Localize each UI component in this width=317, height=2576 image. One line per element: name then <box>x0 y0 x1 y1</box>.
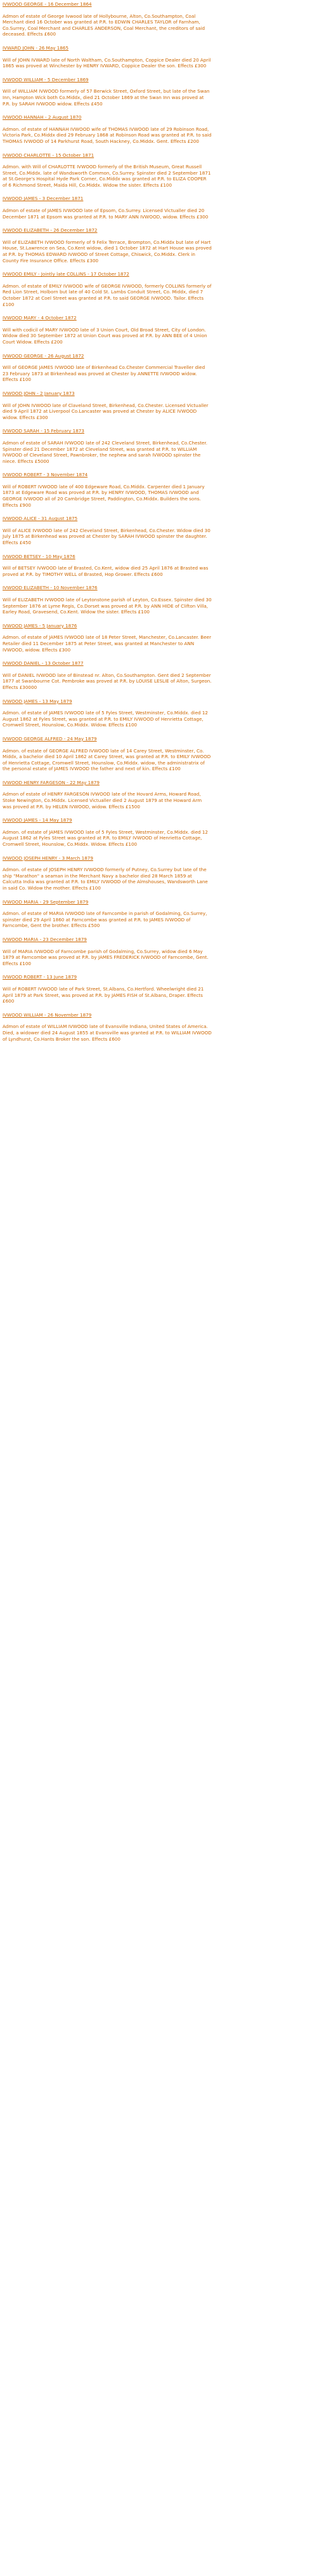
record-text: Admon. with Will of CHARLOTTE IVWOOD formerly of the British Museum, Great Russell Street, Co.Middx. late of Wandsworth Common, Co.Surrey. Spinster died 2 September 1871 at St.George's Hospital Hyde Park Corner, Co.Middx was granted at P.R. to ELIZA COOPER of 6 Richmond Street, Maida Hill, Co.Middx. Widow the sister. Effects £100 <box>3 164 211 188</box>
record-list <box>0 0 214 1042</box>
record-title: IVWOOD JOHN - 2 January 1873 <box>3 390 75 396</box>
record-text: Will of ALICE IVWOOD late of 242 Cleveland Street, Birkenhead, Co.Chester. Widow died 30 July 1875 at Birkenhead was proved at Chester by SARAH IVWOOD spinster the daughter. Effects £450 <box>3 527 210 546</box>
record-text: Will of JOHN IVWARD late of North Waltham, Co.Southampton, Coppice Dealer died 20 April 1865 was proved at Winchester by HENRY IVWARD, Coppice Dealer the son. Effects £300 <box>3 57 211 69</box>
record-title: IVWOOD EMILY - Jointly late COLLINS - 17 October 1872 <box>3 271 129 277</box>
record-entry <box>3 698 212 728</box>
record-entry <box>3 152 212 189</box>
record-entry <box>3 472 212 508</box>
record-entry <box>3 974 212 1004</box>
record-title: IVWOOD DANIEL - 13 October 1877 <box>3 660 84 667</box>
record-text: Will of ROBERT IVWOOD late of 400 Edgeware Road, Co.Middx. Carpenter died 1 January 1873 at Edgeware Road was proved at P.R. by HENRY IVWOOD, THOMAS IVWOOD and GEORGE IVWOOD all of 20 Cambridge Street, Paddington, Co.Middx. Builders the sons. Effects £900 <box>3 483 205 508</box>
record-title: IVWOOD ALICE - 31 August 1875 <box>3 516 78 522</box>
record-title: IVWOOD JOSEPH HENRY - 3 March 1879 <box>3 855 93 861</box>
record-entry <box>3 660 212 690</box>
record-entry <box>3 77 212 107</box>
record-title: IVWOOD SARAH - 15 February 1873 <box>3 428 84 434</box>
record-entry <box>3 736 212 772</box>
record-text: Admon of estate of HENRY FARGESON IVWOOD late of the Hovard Arms, Howard Road, Stoke Newington, Co.Middx. Licensed Victualler died 2 August 1879 at the Howard Arm was proved at P.R. by HELEN IVWOOD, widow. Effects £1500 <box>3 791 202 810</box>
record-title: IVWOOD WILLIAM - 5 December 1869 <box>3 76 89 83</box>
record-text: Admon. of estate of HANNAH IVWOOD wife of THOMAS IVWOOD late of 29 Robinson Road, Victoria Park, Co.Middx died 29 February 1868 at Robinson Road was granted at P.R. to said THOMAS IVWOOD of 14 Parkhurst Road, South Hackney, Co.Middx. Gent. Effects £200 <box>3 126 212 144</box>
record-text: Will of BETSEY IVWOOD late of Brasted, Co.Kent, widow died 25 April 1876 at Brasted was proved at P.R. by TIMOTHY WELL of Brasted, Hop Grower. Effects £600 <box>3 565 209 577</box>
record-entry <box>3 271 212 307</box>
record-entry <box>3 315 212 345</box>
record-text: Will of DANIEL IVWOOD late of Binstead nr. Alton, Co.Southampton. Gent died 2 September 1877 at Swanbourne Cot. Pembroke was proved at P.R. by LOUISE LESLIE of Alton, Surgeon. Effects £30000 <box>3 672 212 690</box>
record-text: Admon. of estate of EMILY IVWOOD wife of GEORGE IVWOOD, formerly COLLINS formerly of Red Lion Street, Holborn but late of 40 Cold St. Lambs Conduit Street, Co. Middx, died 7 October 1872 at Coel Street was granted at P.R. to said GEORGE IVWOOD. Tailor. Effects £100 <box>3 283 212 307</box>
record-entry <box>3 227 212 264</box>
record-title: IVWOOD ROBERT - 13 June 1879 <box>3 974 77 980</box>
record-title: IVWOOD JAMES - 13 May 1879 <box>3 698 72 704</box>
record-title: IVWOOD MARIA - 29 September 1879 <box>3 898 89 905</box>
record-text: Admon. of estate of MARIA IVWOOD late of Farncombe in parish of Godalming, Co.Surrey, spinster died 29 April 1860 at Farncombe was granted at P.R. to JAMES IVWOOD of Farncombe, Gent the brother. Effects £500 <box>3 911 207 929</box>
record-entry <box>3 1012 212 1042</box>
record-text: Admon. of estate of JAMES IVWOOD late of 5 Fyles Street, Westminster, Co.Middx. died 12 August 1862 at Fyles Street, was granted at P.R. to EMILY IVWOOD of Henrietta Cottage, Cromwell Street, Hounslow, Co.Middx. Widow. Effects £100 <box>3 710 208 728</box>
record-text: Will with codicil of MARY IVWOOD late of 3 Union Court, Old Broad Street, City of London. Widow died 30 September 1872 at Union Court was proved at P.R. by ANN BEE of 4 Union Court Widow. Effects £200 <box>3 326 207 345</box>
record-text: Will of ROBERT IVWOOD late of Park Street, St.Albans, Co.Hertford. Wheelwright died 21 April 1879 at Park Street, was proved at P.R. by JAMES FISH of St.Albans, Draper. Effects £600 <box>3 985 204 1004</box>
record-entry <box>3 428 212 464</box>
record-text: Will of GEORGE JAMES IVWOOD late of Birkenhead Co.Chester Commercial Traveller died 23 February 1873 at Birkenhead was proved at Chester by ANNETTE IVWOOD widow. Effects £100 <box>3 364 205 383</box>
record-title: IVWOOD ROBERT - 3 November 1874 <box>3 472 88 478</box>
record-title: IVWOOD WILLIAM - 26 November 1879 <box>3 1011 92 1018</box>
record-title: IVWOOD ELIZABETH - 26 December 1872 <box>3 227 98 234</box>
record-entry <box>3 390 212 420</box>
record-entry <box>3 585 212 615</box>
record-title: IVWOOD JAMES - 14 May 1879 <box>3 817 72 824</box>
record-entry <box>3 937 212 966</box>
record-entry <box>3 1 212 37</box>
record-title: IVWOOD JAMES - 3 December 1871 <box>3 196 84 202</box>
record-text: Will of JOHN IVWOOD late of Claveland Street, Birkenhead, Co.Chester. Licensed Victualler died 9 April 1872 at Liverpool Co.Lancaster was proved at Chester by ALICE IVWOOD widow. Effects £300 <box>3 402 209 420</box>
record-entry <box>3 196 212 220</box>
record-text: Admon. of estate of GEORGE ALFRED IVWOOD late of 14 Carey Street, Westminster, Co. Middx, a bachelor died 10 April 1862 at Carey Street, was granted at P.R. to EMILY IVWOOD of Henrietta Cottage, Cromwell Street, Hounslow, Co.Middx. widow, the administratrix of the personal estate of JAMES IVWOOD the father and next of kin. Effects £100 <box>3 747 211 772</box>
record-text: Admon of estate of SARAH IVWOOD late of 242 Cleveland Street, Birkenhead, Co.Chester. Spinster died 21 December 1872 at Cleveland Street, was granted at P.R. to WILLIAM IVWOOD of Cleveland Street, Pawnbroker, the nephew and sarah IVWOOD spinster the niece. Effects £5000 <box>3 439 208 464</box>
record-entry <box>3 780 212 810</box>
record-title: IVWOOD GEORGE ALFRED - 24 May 1879 <box>3 735 97 742</box>
record-title: IVWOOD HANNAH - 2 August 1870 <box>3 114 82 121</box>
record-entry <box>3 45 212 69</box>
record-text: Will of WILLIAM IVWOOD formerly of 57 Berwick Street, Oxford Street, but late of the Swan Inn, Hampton Wick both Co.Middx, died 21 October 1869 at the Swan Inn was proved at P.R. by SARAH IVWOOD widow. Effects £450 <box>3 88 210 107</box>
record-text: Will of ELIZABETH IVWOOD formerly of 9 Felix Terrace, Brompton, Co.Middx but late of Hart House, St.Lawrence on Sea, Co.Kent widow, died 1 October 1872 at Hart House was proved at P.R. by THOMAS EDWARD IVWOOD of Street Cottage, Chiswick, Co.Middx. Clerk in County Fire Insurance Office. Effects £300 <box>3 239 212 264</box>
record-entry <box>3 623 212 653</box>
record-entry <box>3 899 212 929</box>
record-title: IVWOOD HENRY FARGESON - 22 May 1879 <box>3 779 100 785</box>
record-text: Admon of estate of JAMES IVWOOD late of Epsom, Co.Surrey. Licensed Victualler died 20 December 1871 at Epsom was granted at P.R. to MARY ANN IVWOOD, widow. Effects £300 <box>3 208 209 220</box>
record-title: IVWOOD MARY - 4 October 1872 <box>3 315 77 321</box>
record-title: IVWOOD CHARLOTTE - 15 October 1871 <box>3 152 94 158</box>
record-text: Will of ELIZABETH IVWOOD late of Leytonstone parish of Leyton, Co.Essex. Spinster died 30 September 1876 at Lyme Regis, Co.Dorset was proved at P.R. by ANN HIDE of Clifton Villa, Earley Road, Gravesend, Co.Kent. Widow the sister. Effects £100 <box>3 597 212 615</box>
record-title: IVWOOD MARIA - 23 December 1879 <box>3 936 87 942</box>
record-text: Admon. of estate of JAMES IVWOOD late of 5 Fyles Street, Westminster, Co.Middx. died 12 August 1862 at Fyles Street was granted at P.R. to EMILY IVWOOD of Henrietta Cottage, Cromwell Street, Hounslow, Co.Middx. Widow. Effects £100 <box>3 829 208 848</box>
record-entry <box>3 516 212 545</box>
record-entry <box>3 114 212 144</box>
record-text: Admon of estate of George Ivwood late of Hollybourne, Alton, Co.Southampton, Coal Merchant died 16 October was granted at P.R. to EDWIN CHARLES TAYLOR of Farnham, Co.Surrey, Coal Merchant and CHARLES ANDERSON, Coal Merchant, the creditors of said deceased. Effects £600 <box>3 13 205 37</box>
record-entry <box>3 353 212 383</box>
record-text: Admon. of estate of JAMES IVWOOD late of 18 Peter Street, Manchester, Co.Lancaster. Beer Retailer died 11 December 1875 at Peter Street, was granted at Manchester to ANN IVWOOD, widow. Effects £300 <box>3 634 212 653</box>
record-entry <box>3 817 212 847</box>
record-text: Admon. of estate of JOSEPH HENRY IVWOOD formerly of Putney, Co.Surrey but late of the ship "Marathon" a seaman in the Merchant Navy a bachelor died 28 March 1859 at Calcutta India was granted at P.R. to EMILY IVWOOD of the Almshouses, Wandsworth Lane in said Co. Widow the mother. Effects £100 <box>3 867 208 891</box>
record-title: IVWARD JOHN - 26 May 1865 <box>3 44 69 51</box>
record-entry <box>3 554 212 578</box>
record-title: IVWOOD GEORGE - 26 August 1872 <box>3 352 84 359</box>
record-title: IVWOOD JAMES - 5 January 1876 <box>3 622 77 629</box>
record-title: IVWOOD BETSEY - 10 May 1876 <box>3 553 75 559</box>
record-title: IVWOOD ELIZABETH - 10 November 1876 <box>3 585 98 591</box>
record-entry <box>3 855 212 891</box>
record-text: Will of MARIA IVWOOD of Farncombe parish of Godalming, Co.Surrey, widow died 6 May 1879 at Farncombe was proved at P.R. by JAMES FREDERICK IVWOOD of Farncombe, Gent. Effects £100 <box>3 948 209 966</box>
record-text: Admon of estate of WILLIAM IVWOOD late of Evansville Indiana, United States of America. Died, a widower died 24 August 1855 at Evansville was granted at P.R. to WILLIAM IVWOOD of Lyndhurst, Co.Hants Broker the son. Effects £600 <box>3 1024 212 1042</box>
record-title: IVWOOD GEORGE - 16 December 1864 <box>3 1 92 7</box>
